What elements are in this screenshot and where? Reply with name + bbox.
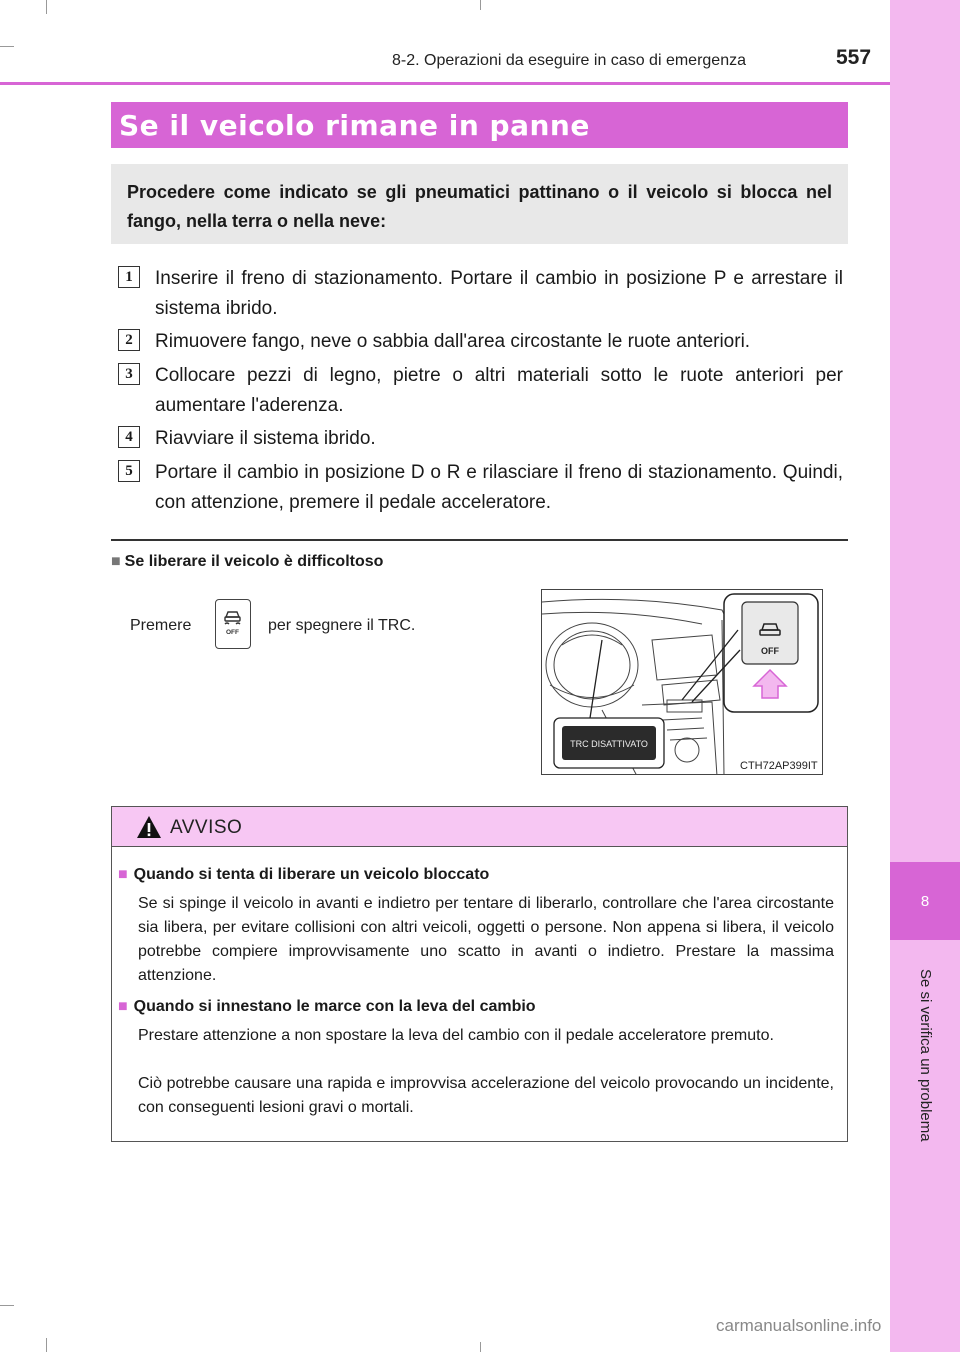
step-item — [118, 361, 844, 421]
crop-mark — [480, 0, 481, 10]
chapter-tab-label: Se si verifica un problema — [917, 968, 934, 1142]
warning-item-heading: Quando si tenta di liberare un veicolo bloccato — [133, 866, 490, 883]
section-title: Se il veicolo rimane in panne — [111, 102, 848, 148]
header-rule — [0, 82, 890, 85]
warning-item-heading: Quando si innestano le marce con la leva del cambio — [133, 998, 536, 1015]
step-text: Collocare pezzi di legno, pietre o altri materiali sotto le ruote anteriori per aumentare l'aderenza. — [155, 365, 843, 416]
step-item — [118, 327, 844, 357]
square-bullet-icon: ■ — [111, 553, 121, 570]
step-text: Portare il cambio in posizione D o R e rilasciare il freno di stazionamento. Quindi, con attenzione, premere il pedale acceleratore. — [155, 462, 843, 513]
step-text: Riavviare il sistema ibrido. — [155, 428, 376, 449]
trc-off-icon — [216, 600, 249, 647]
chapter-tab-number: 8 — [890, 862, 960, 940]
intro-text: Procedere come indicato se gli pneumatici pattinano o il veicolo si blocca nel fango, nella terra o nella neve: — [127, 182, 832, 231]
step-number: 5 — [118, 460, 140, 482]
crop-mark — [0, 46, 14, 47]
warning-header — [112, 807, 847, 847]
warning-paragraph: Ciò potrebbe causare una rapida e improvvisa accelerazione del veicolo provocando un incidente, con conseguenti lesioni gravi o mortali. — [138, 1075, 834, 1116]
warning-paragraph: Prestare attenzione a non spostare la leva del cambio con il pedale acceleratore premuto. — [138, 1027, 774, 1044]
illustration-code: CTH72AP399IT — [740, 760, 818, 772]
step-item — [118, 264, 844, 324]
step-text: Rimuovere fango, neve o sabbia dall'area circostante le ruote anteriori. — [155, 331, 751, 352]
step-item — [118, 458, 844, 518]
square-bullet-icon: ■ — [118, 866, 128, 883]
intro-box — [111, 164, 848, 244]
watermark-logo: carmanualsonline.info — [716, 1316, 882, 1335]
step-item — [118, 424, 844, 454]
step-number: 2 — [118, 329, 140, 351]
illustration-off-label: OFF — [761, 646, 779, 656]
trc-display-text: TRC DISATTIVATO — [570, 739, 648, 749]
chapter-header: 8-2. Operazioni da eseguire in caso di emergenza — [392, 52, 746, 69]
warning-paragraph: Se si spinge il veicolo in avanti e indietro per tentare di liberarlo, controllare che l'area circostante sia libera, per evitare collisioni con altri veicoli, oggetti o persone. Non appena si libera, il veicolo potrebbe compiere improvvisamente uno scatto in avanti o indietro. Prestare la massima attenzione. — [138, 895, 834, 984]
trc-off-button-icon — [215, 599, 251, 649]
step-number: 4 — [118, 426, 140, 448]
warning-title: AVVISO — [170, 817, 243, 838]
crop-mark — [46, 1338, 47, 1352]
warning-item-title — [118, 998, 536, 1016]
trc-button-label: OFF — [226, 629, 239, 636]
sub-heading — [111, 553, 383, 571]
sub-heading-text: Se liberare il veicolo è difficoltoso — [124, 553, 384, 570]
warning-box — [111, 806, 848, 1142]
press-instruction-before: Premere — [130, 617, 192, 634]
warning-triangle-icon — [136, 815, 162, 839]
step-number: 3 — [118, 363, 140, 385]
crop-mark — [480, 1342, 481, 1352]
warning-item-title — [118, 866, 489, 884]
square-bullet-icon: ■ — [118, 998, 128, 1015]
dashboard-drawing — [542, 590, 823, 775]
step-number: 1 — [118, 266, 140, 288]
crop-mark — [0, 1305, 14, 1306]
page-number: 557 — [836, 46, 872, 69]
dashboard-illustration — [541, 589, 823, 775]
crop-mark — [46, 0, 47, 14]
step-text: Inserire il freno di stazionamento. Portare il cambio in posizione P e arrestare il sistema ibrido. — [155, 268, 843, 319]
press-instruction-after: per spegnere il TRC. — [268, 617, 416, 634]
section-divider — [111, 539, 848, 541]
